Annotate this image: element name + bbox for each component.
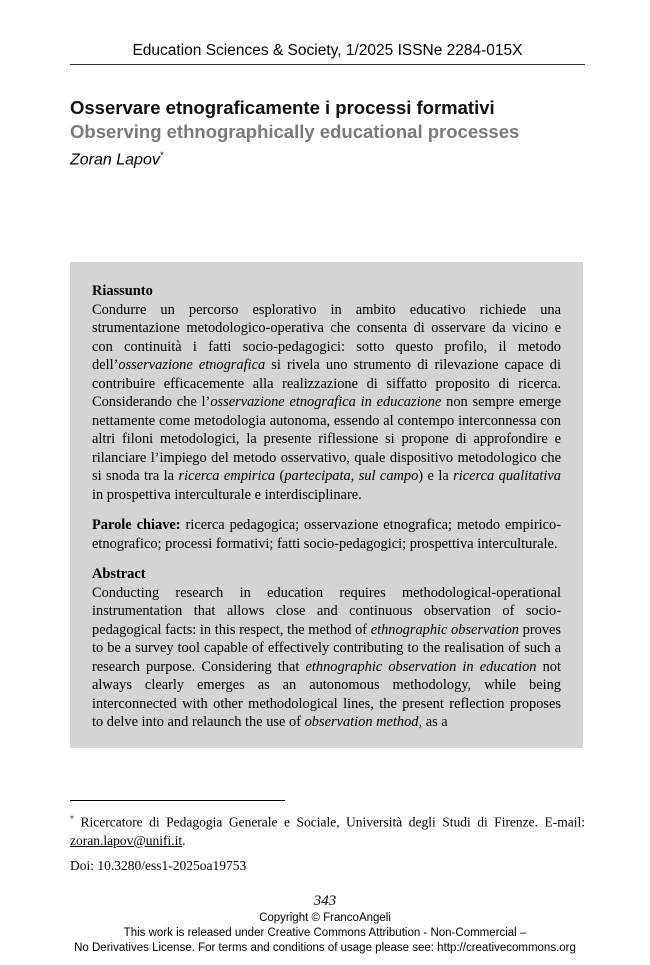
abstract-text: Conducting research in education requires methodological-operational instrumentation that allows close and continuous observation of socio-pedagogical facts: in this respect, the method of ethnographic observation proves to be a survey tool capable of effectively contributing to the realisation of such a research purpose. Considering that ethnographic observation in education not always clearly emerges as an autonomous methodology, while being interconnected with other methodological lines, the present reflection proposes to delve into and relaunch the use of observation method, as a [92,584,561,730]
copyright-line-3: No Derivatives License. For terms and conditions of usage please see: http://creativecommons.org [74,942,576,954]
keywords-label: Parole chiave: [92,517,181,533]
footnote: * Ricercatore di Pedagogia Generale e Sociale, Università degli Studi di Firenze. E-mail: zoran.lapov@unifi.it. [70,814,585,848]
author-text: Zoran Lapov [70,151,160,169]
author-footnote-mark: * [159,150,164,160]
riassunto-text: Condurre un percorso esplorativo in ambito educativo richiede una strumentazione metodologico-operativa che consenta di osservare da vicino e con continuità i fatti socio-pedagogici: sotto questo profilo, il metodo dell’osservazione etnografica si rivela uno strumento di rilevazione capace di contribuire efficacemente alla realizzazione di siffatto proposito di ricerca. Considerando che l’osservazione etnografica in educazione non sempre emerge nettamente come metodologia autonoma, essendo al contempo interconnessa con altri filoni metodologici, la presente riflessione si propone di approfondire e rilanciare l’impiego del metodo osservativo, quale dispositivo metodologico che si snoda tra la ricerca empirica (partecipata, sul campo) e la ricerca qualitativa in prospettiva interculturale e interdisciplinare. [92,301,561,503]
footnote-divider [70,800,285,801]
keywords: Parole chiave: ricerca pedagogica; osservazione etnografica; metodo empirico-etnografico; processi formativi; fatti socio-pedagogici; prospettiva interculturale. [92,517,561,552]
title-italian: Osservare etnograficamente i processi formativi [70,97,495,118]
doi: Doi: 10.3280/ess1-2025oa19753 [70,858,247,873]
header-divider [70,64,585,65]
title-english: Observing ethnographically educational processes [70,121,520,142]
article-titles [70,96,585,171]
abstract-box [70,262,583,748]
riassunto-heading: Riassunto [92,283,153,299]
author-name [70,144,585,171]
page-number: 343 [313,893,337,909]
author-email-link[interactable]: zoran.lapov@unifi.it [70,832,183,848]
copyright-line-2: This work is released under Creative Commons Attribution - Non-Commercial – [123,927,527,939]
copyright-notice [0,911,650,956]
abstract-heading: Abstract [92,566,146,582]
copyright-line-1: Copyright © FrancoAngeli [259,912,391,924]
journal-header: Education Sciences & Society, 1/2025 ISSNe 2284-015X [132,42,523,59]
